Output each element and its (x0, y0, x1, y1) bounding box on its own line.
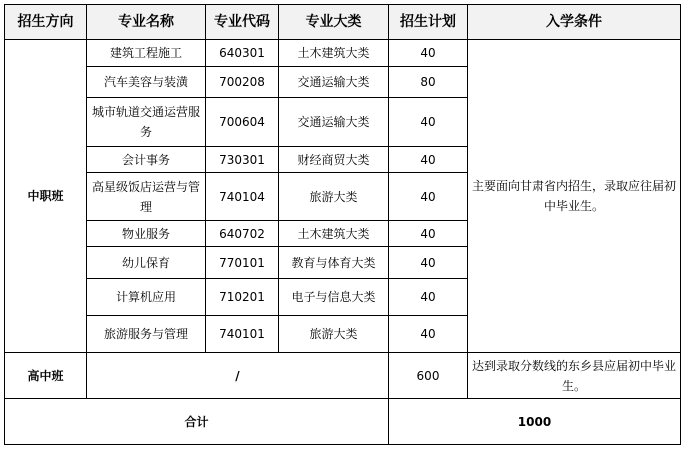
major-name: 旅游服务与管理 (87, 316, 206, 353)
major-category: 交通运输大类 (279, 98, 389, 147)
table-row (5, 40, 681, 67)
major-code: 730301 (206, 147, 279, 173)
enroll-plan: 40 (389, 316, 468, 353)
header-major-category: 专业大类 (279, 5, 389, 40)
enroll-plan: 40 (389, 247, 468, 279)
total-row (5, 399, 681, 445)
header-major-code: 专业代码 (206, 5, 279, 40)
major-code: 740101 (206, 316, 279, 353)
enroll-plan: 40 (389, 98, 468, 147)
major-category: 电子与信息大类 (279, 279, 389, 316)
major-name: 会计事务 (87, 147, 206, 173)
major-category: 土木建筑大类 (279, 40, 389, 67)
major-category: 交通运输大类 (279, 67, 389, 98)
enroll-plan: 40 (389, 40, 468, 67)
header-enroll-plan: 招生计划 (389, 5, 468, 40)
major-code: 740104 (206, 173, 279, 221)
enroll-plan: 80 (389, 67, 468, 98)
enroll-plan: 40 (389, 147, 468, 173)
total-value: 1000 (389, 399, 681, 445)
gaozhong-row (5, 353, 681, 399)
enroll-plan: 40 (389, 173, 468, 221)
major-name: 幼儿保育 (87, 247, 206, 279)
major-name: 汽车美容与装潢 (87, 67, 206, 98)
major-name: 建筑工程施工 (87, 40, 206, 67)
enroll-plan: 40 (389, 221, 468, 247)
major-name: 高星级饭店运营与管理 (87, 173, 206, 221)
gaozhong-label: 高中班 (5, 353, 87, 399)
header-admission-condition: 入学条件 (468, 5, 681, 40)
major-name: 物业服务 (87, 221, 206, 247)
header-direction: 招生方向 (5, 5, 87, 40)
zhongzhi-condition: 主要面向甘肃省内招生，录取应往届初中毕业生。 (468, 40, 681, 353)
enroll-plan: 40 (389, 279, 468, 316)
major-category: 旅游大类 (279, 316, 389, 353)
major-code: 700208 (206, 67, 279, 98)
gaozhong-condition: 达到录取分数线的东乡县应届初中毕业生。 (468, 353, 681, 399)
major-code: 700604 (206, 98, 279, 147)
gaozhong-plan: 600 (389, 353, 468, 399)
major-category: 土木建筑大类 (279, 221, 389, 247)
major-code: 640702 (206, 221, 279, 247)
major-code: 770101 (206, 247, 279, 279)
major-name: 计算机应用 (87, 279, 206, 316)
zhongzhi-label: 中职班 (5, 40, 87, 353)
major-code: 710201 (206, 279, 279, 316)
major-name: 城市轨道交通运营服务 (87, 98, 206, 147)
header-major-name: 专业名称 (87, 5, 206, 40)
enrollment-table (4, 4, 681, 445)
total-label: 合计 (5, 399, 389, 445)
header-row (5, 5, 681, 40)
major-category: 旅游大类 (279, 173, 389, 221)
major-code: 640301 (206, 40, 279, 67)
major-category: 财经商贸大类 (279, 147, 389, 173)
major-category: 教育与体育大类 (279, 247, 389, 279)
gaozhong-slash: / (87, 353, 389, 399)
